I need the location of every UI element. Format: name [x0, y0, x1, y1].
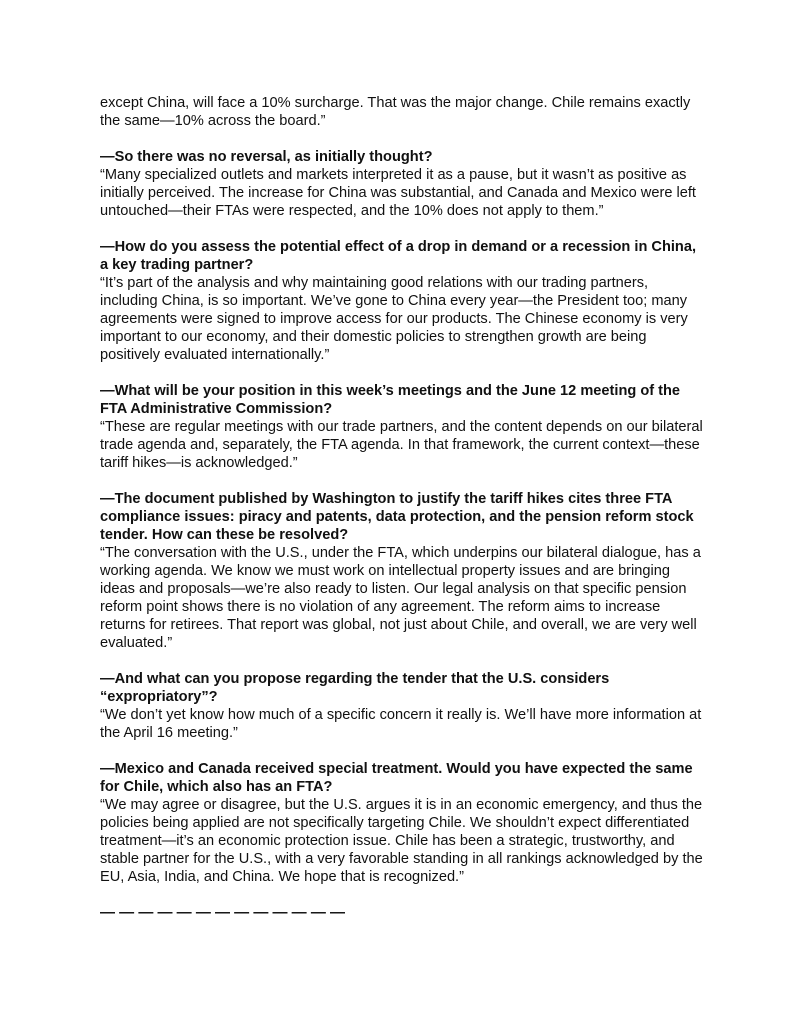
question-text: —The document published by Washington to justify the tariff hikes cites three FTA compliance issues: piracy and patents, data protection, and the pension reform stock tender. How can these be resolved?	[100, 491, 694, 543]
answer-text: “It’s part of the analysis and why maintaining good relations with our trading partners, including China, is so important. We’ve gone to China every year—the President too; many agreements were signed to improve access for our products. The Chinese economy is very important to our economy, and their domestic policies to strengthen growth are being positively evaluated internationally.”	[100, 275, 688, 363]
qa-block-3	[100, 382, 704, 472]
answer-text: “Many specialized outlets and markets interpreted it as a pause, but it wasn’t as positive as initially perceived. The increase for China was substantial, and Canada and Mexico were left untouched—their FTAs were respected, and the 10% does not apply to them.”	[100, 167, 696, 219]
document-page	[100, 94, 704, 922]
answer-text: “The conversation with the U.S., under the FTA, which underpins our bilateral dialogue, has a working agenda. We know we must work on intellectual property issues and are bringing ideas and proposals—we’re also ready to listen. Our legal analysis on that specific pension reform point shows there is no violation of any agreement. The reform aims to increase returns for retirees. That report was global, not just about Chile, and overall, we are very well evaluated.”	[100, 545, 701, 651]
intro-paragraph: except China, will face a 10% surcharge. That was the major change. Chile remains exactly the same—10% across the board.”	[100, 95, 691, 129]
qa-block-4	[100, 490, 704, 652]
qa-block-6	[100, 760, 704, 886]
question-text: —Mexico and Canada received special treatment. Would you have expected the same for Chile, which also has an FTA?	[100, 761, 693, 795]
answer-text: “We don’t yet know how much of a specific concern it really is. We’ll have more information at the April 16 meeting.”	[100, 707, 702, 741]
question-text: —How do you assess the potential effect of a drop in demand or a recession in China, a key trading partner?	[100, 239, 697, 273]
answer-text: “These are regular meetings with our trade partners, and the content depends on our bilateral trade agenda and, separately, the FTA agenda. In that framework, the current context—these tariff hikes—is acknowledged.”	[100, 419, 703, 471]
qa-block-2	[100, 238, 704, 364]
qa-block-1	[100, 148, 704, 220]
answer-text: “We may agree or disagree, but the U.S. argues it is in an economic emergency, and thus the policies being applied are not specifically targeting Chile. We shouldn’t expect differentiated treatment—it’s an economic protection issue. Chile has been a strategic, trustworthy, and stable partner for the U.S., with a very favorable standing in all rankings acknowledged by the EU, Asia, India, and China. We hope that is recognized.”	[100, 797, 703, 885]
question-text: —What will be your position in this week’s meetings and the June 12 meeting of the FTA Administrative Commission?	[100, 383, 681, 417]
qa-block-5	[100, 670, 704, 742]
question-text: —So there was no reversal, as initially thought?	[100, 149, 433, 165]
section-separator: — — — — — — — — — — — — —	[100, 904, 346, 921]
question-text: —And what can you propose regarding the tender that the U.S. considers “expropriatory”?	[100, 671, 610, 705]
